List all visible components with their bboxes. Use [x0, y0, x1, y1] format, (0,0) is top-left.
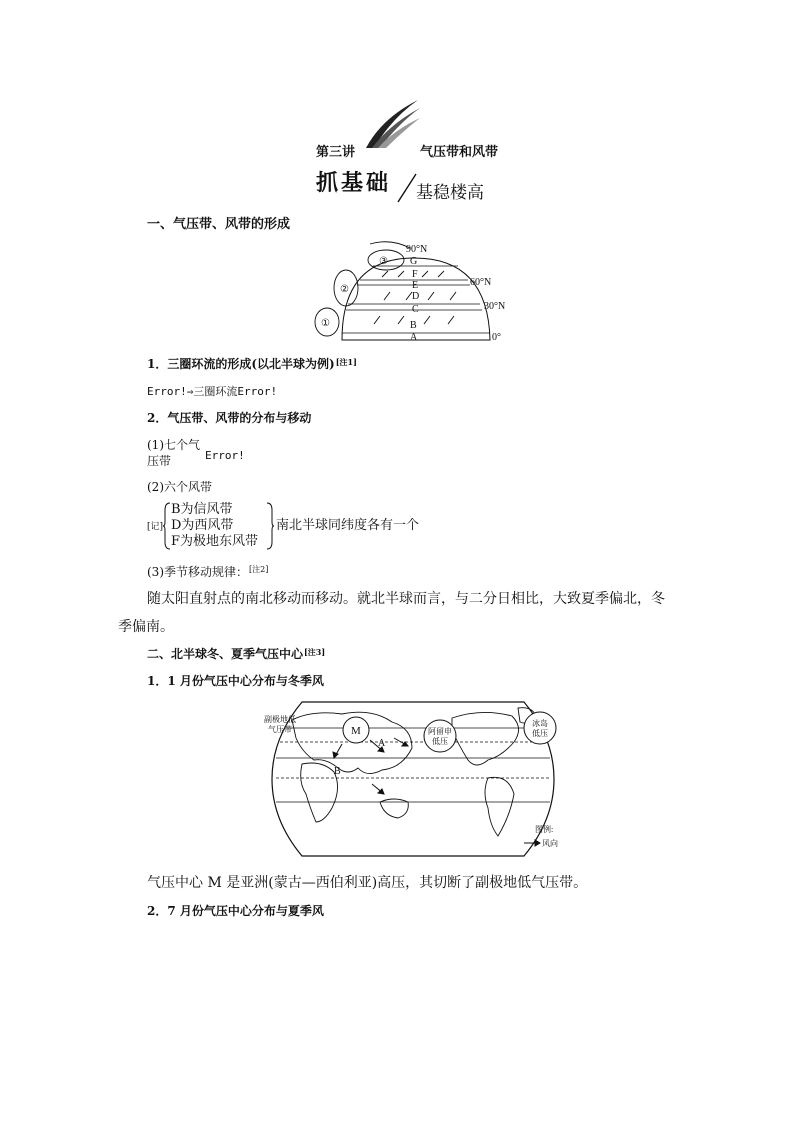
section2-item-1: 1．1 月份气压中心分布与冬季风: [147, 674, 324, 688]
belt-label-c: C: [412, 304, 419, 315]
memo-line-f: F为极地东风带: [171, 534, 259, 549]
belt-label-d: D: [412, 291, 420, 302]
header-logo-swoosh: [362, 98, 422, 150]
section2-title: [147, 645, 325, 663]
item-1-2: 2．气压带、风带的分布与移动: [147, 411, 312, 425]
map-label-aleutian-2: 低压: [432, 737, 448, 746]
item-2-3: [147, 563, 268, 581]
item-2-3-text: (3)季节移动规律：: [147, 565, 248, 579]
memo-line-d: D为西风带: [171, 518, 234, 533]
belt-label-a: A: [410, 332, 418, 343]
banner-slash: [396, 172, 418, 204]
item-1-1-text: 1．三圈环流的形成(以北半球为例): [147, 357, 335, 371]
item-2-1-error: Error!: [205, 449, 245, 462]
cell-label-1: ①: [321, 318, 330, 329]
item-1-1-line: Error!⇒三圈环流Error!: [147, 385, 278, 398]
memo-line-b: B为信风带: [171, 502, 233, 517]
memo-tag: [记]: [147, 522, 164, 532]
map-legend-wind: 风向: [542, 839, 558, 848]
map-caption: 气压中心 M 是亚洲(蒙古—西伯利亚)高压，其切断了副极地低气压带。: [147, 875, 588, 891]
world-map-january: [262, 698, 562, 860]
belt-label-f: F: [412, 269, 418, 280]
map-label-iceland-2: 低压: [532, 729, 548, 738]
section1-title: 一、气压带、风带的形成: [147, 217, 291, 232]
map-legend-title: 图例:: [535, 825, 554, 834]
memo-left-brace: [163, 502, 171, 550]
item-2-1-b: 压带: [147, 454, 172, 468]
note-2: [注2]: [249, 565, 269, 574]
map-center-m: M: [351, 725, 361, 737]
cell-label-3: ③: [379, 256, 388, 267]
item-2-2: (2)六个风带: [147, 480, 212, 494]
lecture-topic: 气压带和风带: [420, 145, 499, 160]
item-1-1: [147, 355, 357, 373]
map-letter-b: B: [334, 766, 341, 777]
cell-label-2: ②: [340, 284, 349, 295]
lecture-number: 第三讲: [316, 145, 356, 160]
section2-item-2: 2．7 月份气压中心分布与夏季风: [147, 904, 324, 918]
item-2-1-a: (1)七个气: [147, 438, 200, 452]
circulation-diagram: [300, 236, 520, 346]
banner-right: 基稳楼高: [416, 183, 484, 203]
note-1: [注1]: [335, 357, 357, 367]
belt-label-g: G: [410, 256, 418, 267]
memo-right-text: 南北半球同纬度各有一个: [276, 518, 420, 533]
map-label-iceland-1: 冰岛: [532, 719, 548, 728]
lat-0: 0°: [492, 332, 501, 343]
banner-left: 抓基础: [316, 171, 392, 196]
map-label-aleutian-1: 阿留申: [428, 727, 452, 736]
map-label-subpolar-2: 气压带: [268, 725, 292, 734]
map-label-subpolar-1: 副极地低: [264, 715, 296, 724]
section2-title-text: 二、北半球冬、夏季气压中心: [147, 647, 304, 661]
lat-30n: 30°N: [484, 301, 506, 312]
paragraph-line-2: 季偏南。: [118, 619, 174, 635]
lat-60n: 60°N: [470, 277, 492, 288]
note-3: [注3]: [304, 647, 326, 657]
belt-label-e: E: [412, 280, 419, 291]
paragraph-line-1: 随太阳直射点的南北移动而移动。就北半球而言，与二分日相比，大致夏季偏北，冬: [147, 591, 665, 607]
belt-label-b: B: [410, 320, 417, 331]
memo-right-brace: [266, 502, 274, 550]
lat-90n: 90°N: [406, 244, 428, 255]
map-letter-a: A: [378, 738, 386, 749]
